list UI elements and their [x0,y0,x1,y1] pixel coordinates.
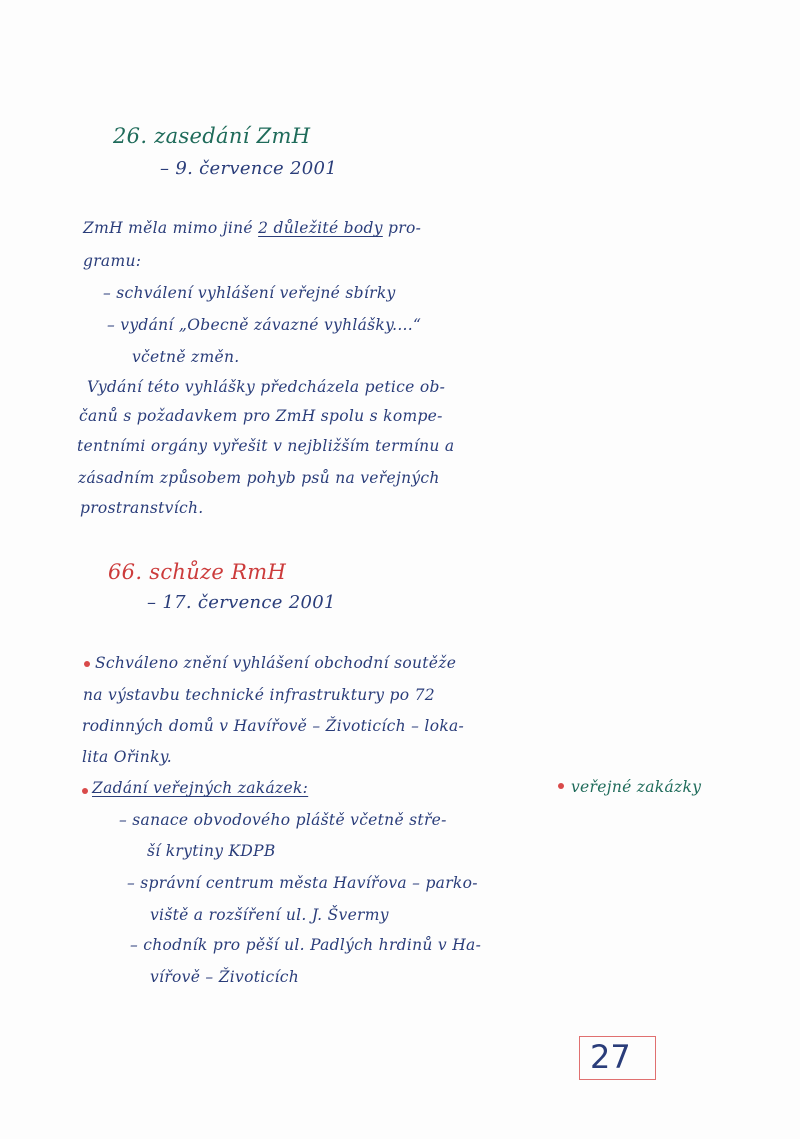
meeting2-line: – chodník pro pěší ul. Padlých hrdinů v Ha- [130,936,482,954]
meeting2-line: viště a rozšíření ul. J. Švermy [150,906,389,924]
meeting2-line: – správní centrum města Havířova – parko- [127,874,478,892]
meeting2-date: – 17. července 2001 [147,592,336,613]
meeting1-line: – schválení vyhlášení veřejné sbírky [103,284,396,302]
bullet-icon [84,661,90,667]
meeting1-line-text: pro- [388,219,422,237]
meeting1-line: Vydání této vyhlášky předcházela petice ob- [87,378,446,396]
meeting1-important-points: 2 důležité body [258,219,383,237]
meeting2-public-contracts-heading: Zadání veřejných zakázek: [92,779,309,797]
meeting2-line: rodinných domů v Havířově – Životicích – loka- [82,717,465,735]
meeting2-line: – sanace obvodového pláště včetně stře- [119,811,447,829]
bullet-icon [82,788,88,794]
meeting1-line: včetně změn. [132,348,240,366]
meeting1-line: čanů s požadavkem pro ZmH spolu s kompe- [79,407,443,425]
meeting2-line: lita Ořinky. [82,748,172,766]
meeting1-line [83,219,421,237]
meeting1-line: – vydání „Obecně závazné vyhlášky....“ [107,316,422,334]
meeting2-line: Schváleno znění vyhlášení obchodní soutěže [95,654,457,672]
meeting1-line: prostranstvích. [80,499,204,517]
meeting1-date: – 9. července 2001 [160,158,338,179]
meeting1-line: gramu: [83,252,142,270]
margin-note: veřejné zakázky [571,778,702,796]
bullet-icon [558,783,564,789]
meeting1-title: 26. zasedání ZmH [113,124,311,148]
page-number: 27 [590,1038,631,1076]
meeting2-line: ší krytiny KDPB [147,842,276,860]
meeting1-line: zásadním způsobem pohyb psů na veřejných [78,469,440,487]
meeting1-line: tentními orgány vyřešit v nejbližším termínu a [77,437,455,455]
meeting2-line: na výstavbu technické infrastruktury po 72 [83,686,435,704]
meeting2-title: 66. schůze RmH [108,560,287,584]
meeting1-line-text: ZmH měla mimo jiné [83,219,253,237]
meeting2-line: vířově – Životicích [150,968,299,986]
